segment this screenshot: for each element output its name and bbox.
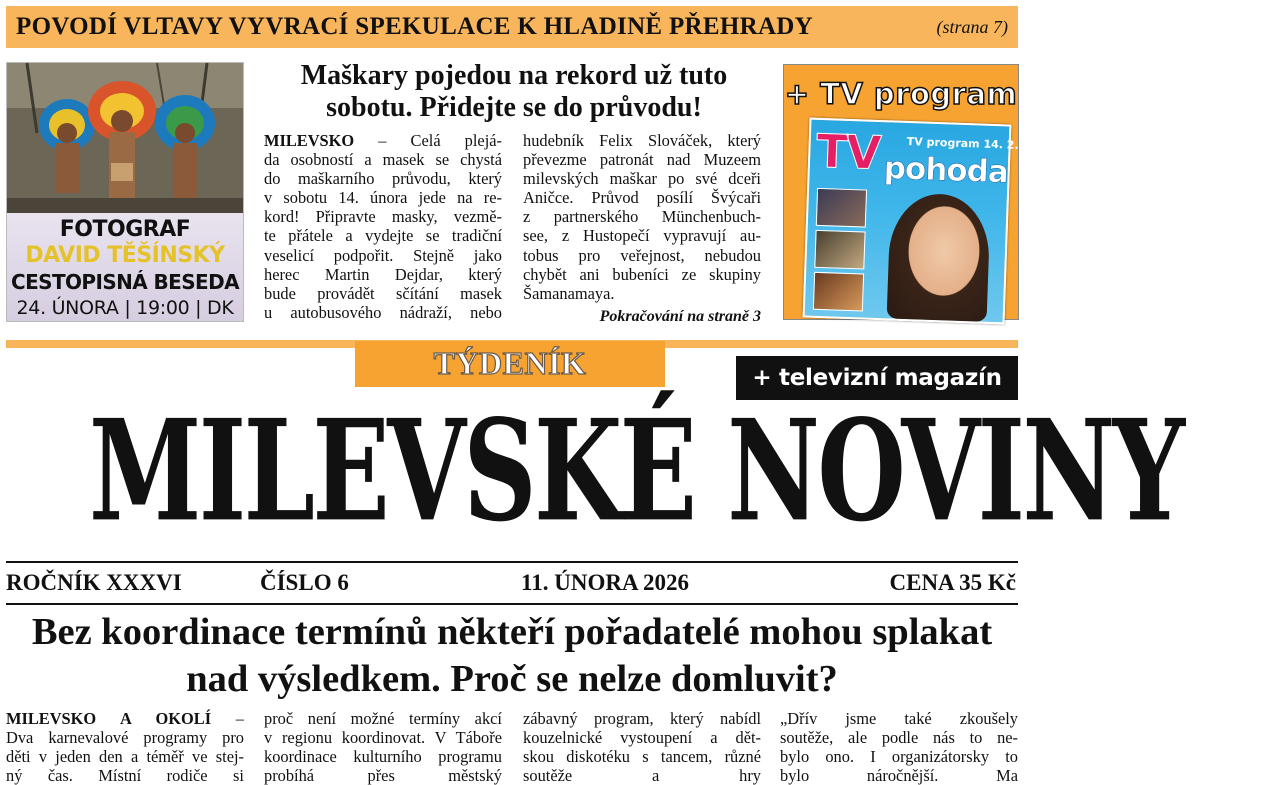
main-article-line: kouzelnické vystoupení a dět-: [523, 728, 761, 748]
lead-article-line: milevských maškar po své dceři: [523, 169, 761, 189]
lead-article-line: v sobotu 14. února jede na re-: [264, 188, 502, 208]
tv-magazine-tag: + televizní magazín: [736, 356, 1018, 400]
lead-article-line: Aničce. Průvod posílí Švýcaři: [523, 188, 761, 208]
main-article-line: soutěže, ale podle nás to ne-: [780, 728, 1018, 748]
main-article-column-3: [523, 709, 761, 785]
lead-article-line: u autobusového nádraží, nebo: [264, 302, 502, 322]
main-article-text: –: [211, 709, 245, 728]
lead-article-line: te přátele a vydejte se tradiční: [264, 226, 502, 246]
main-article-line: soutěže a hry: [523, 766, 761, 785]
lead-article-text: – Celá plejá-: [354, 131, 502, 150]
lead-article-line: z partnerského Münchenbuch-: [523, 207, 761, 227]
cover-thumbnail-2: [814, 230, 865, 270]
event-ad[interactable]: [6, 62, 244, 322]
main-article-column-1: [6, 709, 244, 785]
issue-date: 11. ÚNORA 2026: [521, 570, 690, 595]
lead-article-column-1: [264, 131, 502, 322]
lead-article-line: see, z Hustopečí vypravují au-: [523, 226, 761, 246]
lead-article-line: veselicí podpořit. Stejně jako: [264, 245, 502, 265]
cover-portrait-icon: [887, 192, 991, 321]
main-article-dateline: MILEVSKO A OKOLÍ: [6, 709, 212, 728]
main-article-line: proč není možné termíny akcí: [264, 709, 502, 728]
top-banner-page-ref[interactable]: (strana 7): [936, 16, 1008, 37]
lead-article-line: herec Martin Dejdar, který: [264, 264, 502, 284]
lead-article-continued-link[interactable]: Pokračování na straně 3: [599, 308, 761, 325]
issue-price: CENA 35 Kč: [889, 570, 1016, 595]
lead-article-line: tobus pro veřejnost, nebudou: [523, 245, 761, 265]
lead-article-dateline: MILEVSKO: [264, 131, 355, 150]
masthead-title[interactable]: [0, 388, 1183, 553]
event-ad-line-photographer: FOTOGRAF: [59, 217, 191, 242]
lead-article-column-2: [523, 131, 761, 303]
lead-article-line: hudebník Felix Slováček, který: [523, 131, 761, 150]
event-ad-line-name: DAVID TĚŠÍNSKÝ: [25, 243, 225, 268]
main-article-headline[interactable]: Bez koordinace termínů někteří pořadatelé mohou splakat nad výsledkem. Proč se nelze domluvit?: [31, 611, 993, 700]
lead-article-line: do maškarního průvodu, který: [264, 169, 502, 189]
issue-info-bar: [6, 566, 1018, 600]
cover-dates: TV program 14. 2. - 20. 2.: [906, 134, 1067, 154]
main-article-line: v regionu koordinovat. V Táboře: [264, 728, 502, 748]
issue-number: ČÍSLO 6: [260, 570, 349, 595]
main-article-line: Dva karnevalové programy pro: [6, 728, 244, 748]
main-article-line: probíhá přes městský: [264, 766, 502, 785]
main-article-line: [6, 709, 244, 728]
weekly-tag: [355, 341, 665, 387]
main-article-line: zábavný program, který nabídl: [523, 709, 761, 728]
top-banner[interactable]: [6, 6, 1018, 48]
photo-indigenous-children-icon: [7, 63, 243, 213]
event-ad-line-event: CESTOPISNÁ BESEDA: [11, 270, 239, 294]
lead-article-line: kord! Připravte masky, vezmě-: [264, 207, 502, 227]
divider: [6, 561, 1018, 563]
event-ad-line-date: 24. ÚNORA | 19:00 | DK: [16, 297, 234, 319]
lead-article-line: Šamanamaya.: [523, 283, 615, 303]
lead-article-line: da osobností a masek se chystá: [264, 150, 502, 170]
photo-illustration: [7, 63, 243, 213]
lead-article-line: bude provádět sčítání masek: [264, 283, 502, 303]
main-article-line: bylo ono. I organizátorsky to: [780, 747, 1018, 767]
main-article-column-2: [264, 709, 502, 785]
main-article-line: bylo náročnější. Ma: [780, 766, 1018, 785]
lead-article-line: převezme patronát nad Muzeem: [523, 150, 761, 170]
lead-article-line: chybět ani bubeníci ze skupiny: [523, 264, 761, 284]
tv-program-promo[interactable]: [783, 64, 1067, 320]
issue-volume: ROČNÍK XXXVI: [6, 570, 182, 595]
main-article-line: „Dřív jsme také zkoušely: [780, 709, 1018, 728]
masthead-title-text: MILEVSKÉ NOVINY: [89, 388, 1183, 553]
main-article-line: koordinace kulturního programu: [264, 747, 502, 767]
cover-logo-tv: TV: [815, 123, 881, 180]
divider: [6, 603, 1018, 605]
lead-article-line: [264, 131, 502, 150]
cover-thumbnail-1: [816, 188, 867, 228]
weekly-tag-label: TÝDENÍK: [433, 345, 587, 381]
top-banner-headline[interactable]: POVODÍ VLTAVY VYVRACÍ SPEKULACE K HLADINĚ PŘEHRADY: [16, 13, 814, 40]
cover-thumbnail-3: [813, 272, 864, 312]
main-article-column-4: [780, 709, 1018, 785]
tv-program-title: + TV program: [784, 77, 1018, 111]
lead-article-headline[interactable]: Maškary pojedou na rekord už tuto sobotu. Přidejte se do průvodu!: [300, 60, 728, 123]
main-article-line: ný čas. Místní rodiče si: [6, 766, 244, 785]
event-ad-caption: [7, 213, 243, 321]
cover-logo-pohoda: pohoda: [883, 150, 1009, 191]
main-article-line: skou diskotéku s tancem, různé: [523, 747, 761, 767]
tv-magazine-cover: [803, 118, 1067, 325]
main-article-line: děti v jeden den a téměř ve stej-: [6, 747, 244, 767]
